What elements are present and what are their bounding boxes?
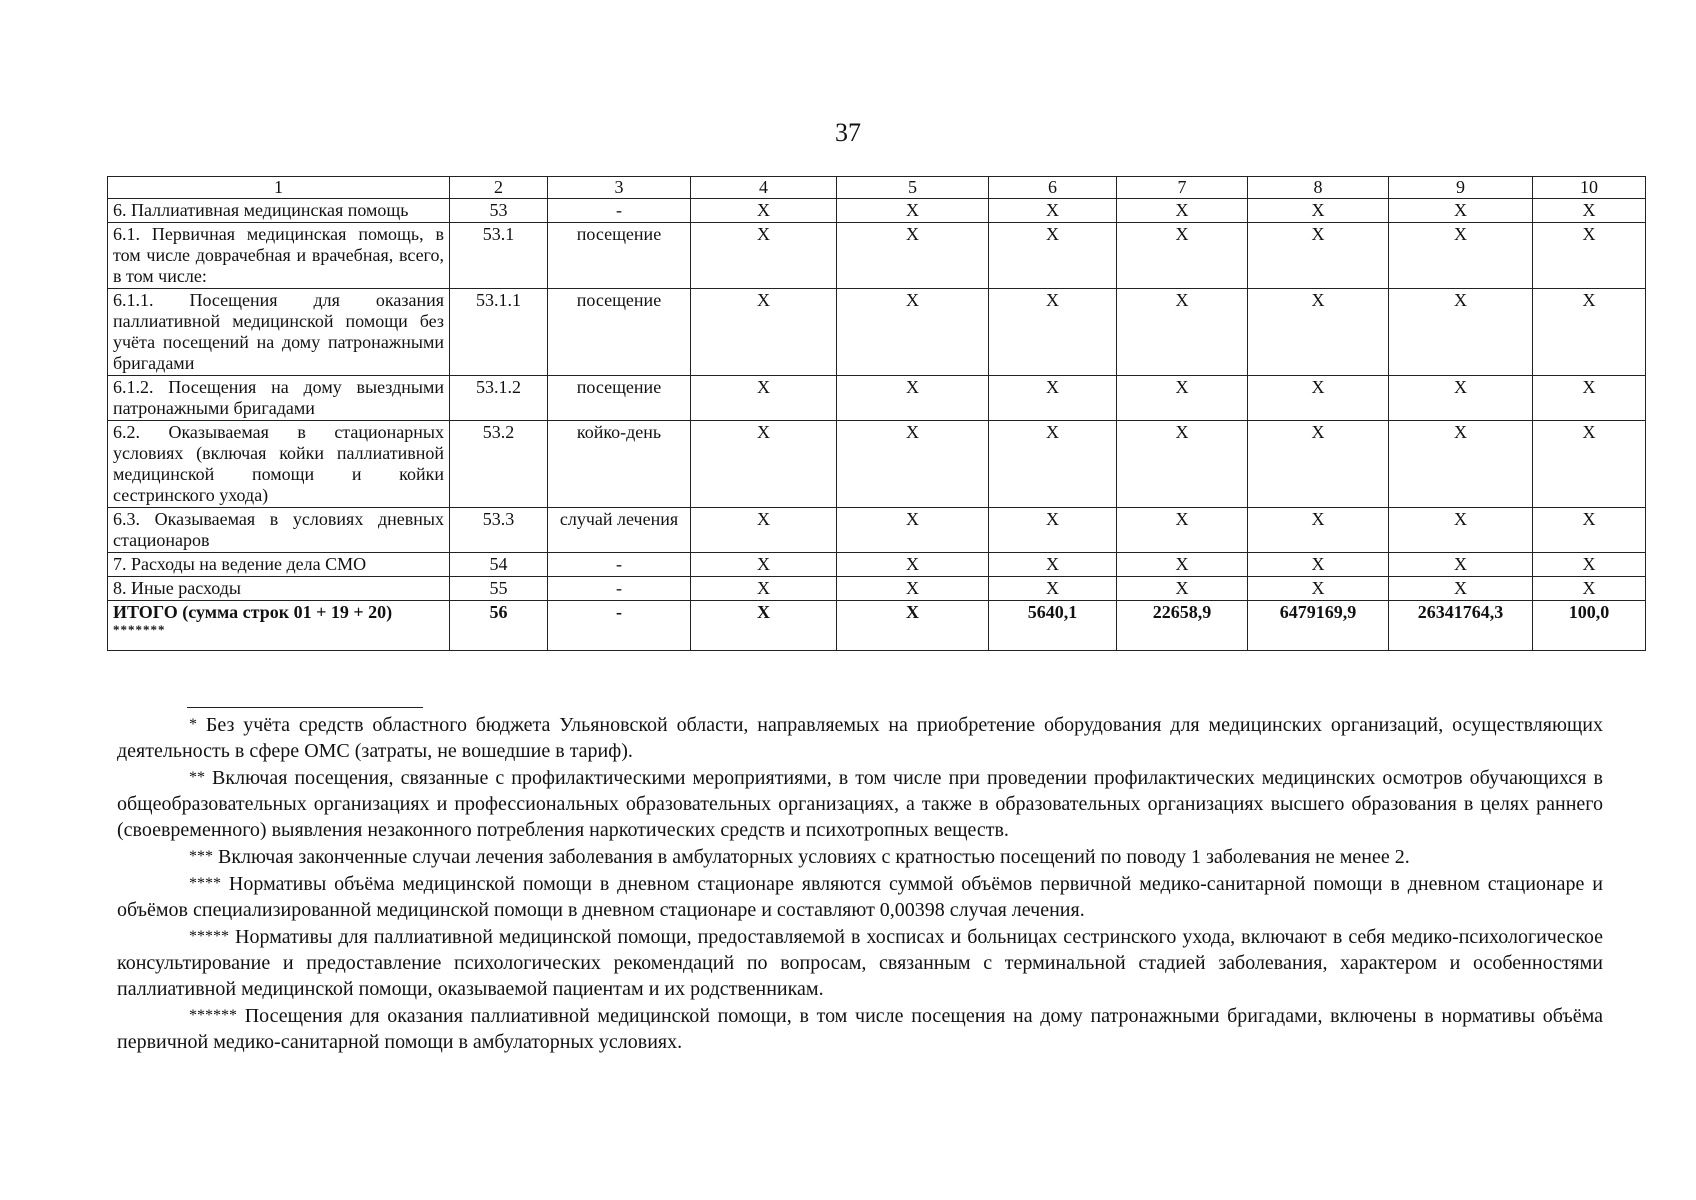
footnote-text: Нормативы объёма медицинской помощи в дневном стационаре являются суммой объёмов первичной медико-санитарной помощи в дневном стационаре и объёмов специализированной медицинской помощи в дневном стационаре и составляют 0,00398 случая лечения. [117, 873, 1604, 921]
table-cell: X [1117, 421, 1248, 508]
table-cell: X [837, 376, 989, 421]
row-label-cell: 6.1. Первичная медицинская помощь, в том числе доврачебная и врачебная, всего, в том числе: [108, 223, 450, 289]
column-header: 1 [108, 177, 450, 199]
column-header: 3 [548, 177, 691, 199]
table-cell: X [1533, 376, 1646, 421]
column-header: 2 [450, 177, 548, 199]
table-cell: X [691, 376, 837, 421]
table-row [108, 223, 1646, 289]
table-row [108, 553, 1646, 577]
row-label-cell: 8. Иные расходы [108, 577, 450, 601]
table-cell: X [691, 421, 837, 508]
table-cell: X [1389, 376, 1533, 421]
table-cell: X [1117, 508, 1248, 553]
footnote-text: Без учёта средств областного бюджета Ульяновской области, направляемых на приобретение оборудования для медицинских организаций, осуществляющих деятельность в сфере ОМС (затраты, не вошедшие в тариф). [117, 714, 1603, 762]
footnote-separator [187, 707, 423, 708]
footnote-marker: *** [189, 848, 213, 865]
table-cell: X [989, 223, 1117, 289]
data-table [107, 176, 1646, 651]
table-row [108, 508, 1646, 553]
table-cell: посещение [548, 376, 691, 421]
table-cell: X [1389, 508, 1533, 553]
table-cell: X [1389, 577, 1533, 601]
footnote-marker: **** [189, 875, 221, 892]
table-cell: X [1389, 553, 1533, 577]
row-label-cell: 6.1.1. Посещения для оказания паллиативной медицинской помощи без учёта посещений на дому патронажными бригадами [108, 289, 450, 376]
total-footnote-marker: ******* [113, 622, 166, 637]
table-cell: X [1389, 289, 1533, 376]
table-cell: X [837, 223, 989, 289]
column-header: 10 [1533, 177, 1646, 199]
table-cell: X [691, 508, 837, 553]
table-cell: X [1533, 223, 1646, 289]
table-cell: X [691, 553, 837, 577]
total-cell: 5640,1 [989, 601, 1117, 651]
column-header: 6 [989, 177, 1117, 199]
table-cell: X [1248, 577, 1389, 601]
table-cell: 53.1.2 [450, 376, 548, 421]
table-cell: X [691, 199, 837, 223]
row-label-cell: 6.3. Оказываемая в условиях дневных стационаров [108, 508, 450, 553]
table-cell: - [548, 577, 691, 601]
footnote-text: Включая законченные случаи лечения заболевания в амбулаторных условиях с кратностью посещений по поводу 1 заболевания не менее 2. [218, 846, 1410, 868]
footnote-marker: * [189, 716, 197, 733]
total-cell: 56 [450, 601, 548, 651]
table-cell: X [1248, 421, 1389, 508]
row-label-cell: 7. Расходы на ведение дела СМО [108, 553, 450, 577]
table-cell: посещение [548, 223, 691, 289]
table-cell: 55 [450, 577, 548, 601]
table-cell: 53.2 [450, 421, 548, 508]
table-cell: X [837, 508, 989, 553]
total-label-cell [108, 601, 450, 651]
total-cell: - [548, 601, 691, 651]
table-cell: 53.3 [450, 508, 548, 553]
row-label-cell: 6. Паллиативная медицинская помощь [108, 199, 450, 223]
table-cell: X [1248, 508, 1389, 553]
table-cell: X [837, 577, 989, 601]
table-cell: X [989, 289, 1117, 376]
footnote [117, 924, 1603, 1002]
footnote [117, 765, 1603, 843]
footnote-text: Включая посещения, связанные с профилактическими мероприятиями, в том числе при проведении профилактических медицинских осмотров обучающихся в общеобразовательных организациях и профессиональных образовательных организациях, а также в образовательных организациях высшего образования в целях раннего (своевременного) выявления незаконного потребления наркотических средств и психотропных веществ. [117, 767, 1603, 841]
table-cell: X [691, 289, 837, 376]
table-cell: - [548, 553, 691, 577]
total-cell: X [691, 601, 837, 651]
total-row [108, 601, 1646, 651]
footnote-marker: ***** [189, 928, 229, 945]
total-cell: X [837, 601, 989, 651]
table-cell: X [989, 553, 1117, 577]
table-cell: X [1389, 223, 1533, 289]
table-cell: X [837, 553, 989, 577]
total-cell: 100,0 [1533, 601, 1646, 651]
table-cell: X [1117, 289, 1248, 376]
table-cell: X [989, 376, 1117, 421]
table-row [108, 376, 1646, 421]
footnote [117, 844, 1603, 870]
table-cell: 53 [450, 199, 548, 223]
table-cell: X [1533, 577, 1646, 601]
table-cell: X [691, 223, 837, 289]
row-label-cell: 6.1.2. Посещения на дому выездными патронажными бригадами [108, 376, 450, 421]
table-row [108, 199, 1646, 223]
total-cell: 6479169,9 [1248, 601, 1389, 651]
footnotes [117, 712, 1603, 1056]
total-cell: 22658,9 [1117, 601, 1248, 651]
table-cell: X [837, 289, 989, 376]
table-cell: X [1533, 199, 1646, 223]
table-cell: X [1117, 199, 1248, 223]
table-row [108, 421, 1646, 508]
footnote [117, 871, 1603, 923]
table-cell: X [989, 421, 1117, 508]
footnote-marker: ** [189, 769, 205, 786]
table-cell: 54 [450, 553, 548, 577]
total-cell: 26341764,3 [1389, 601, 1533, 651]
table-cell: X [1117, 376, 1248, 421]
column-header: 4 [691, 177, 837, 199]
table-cell: 53.1 [450, 223, 548, 289]
footnote-text: Нормативы для паллиативной медицинской помощи, предоставляемой в хосписах и больницах сестринского ухода, включают в себя медико-психологическое консультирование и предоставление психологических рекомендаций по вопросам, связанным с терминальной стадией заболевания, характером и особенностями паллиативной медицинской помощи, оказываемой пациентам и их родственникам. [117, 926, 1604, 1000]
footnote [117, 1003, 1603, 1055]
row-label-cell: 6.2. Оказываемая в стационарных условиях (включая койки паллиативной медицинской помощи и койки сестринского ухода) [108, 421, 450, 508]
table-body [108, 177, 1646, 651]
table-row [108, 289, 1646, 376]
column-header: 8 [1248, 177, 1389, 199]
table-cell: X [1533, 421, 1646, 508]
table-cell: X [1248, 376, 1389, 421]
table-cell: X [1248, 553, 1389, 577]
table-cell: X [1248, 289, 1389, 376]
table-cell: X [1248, 199, 1389, 223]
table-cell: X [1533, 553, 1646, 577]
table-cell: койко-день [548, 421, 691, 508]
table-cell: X [1117, 553, 1248, 577]
table-cell: посещение [548, 289, 691, 376]
table-row [108, 577, 1646, 601]
footnote [117, 712, 1603, 764]
column-header: 7 [1117, 177, 1248, 199]
table-cell: 53.1.1 [450, 289, 548, 376]
table-cell: X [837, 199, 989, 223]
table-cell: X [989, 508, 1117, 553]
table-cell: X [989, 577, 1117, 601]
table-cell: X [989, 199, 1117, 223]
table-cell: - [548, 199, 691, 223]
footnote-marker: ****** [189, 1007, 237, 1024]
table-cell: X [1533, 508, 1646, 553]
table-cell: X [1389, 199, 1533, 223]
total-label: ИТОГО (сумма строк 01 + 19 + 20) [113, 602, 393, 622]
table-cell: X [1117, 577, 1248, 601]
footnote-text: Посещения для оказания паллиативной медицинской помощи, в том числе посещения на дому патронажными бригадами, включены в нормативы объёма первичной медико-санитарной помощи в амбулаторных условиях. [117, 1005, 1603, 1053]
page-number: 37 [835, 118, 861, 147]
table-cell: X [837, 421, 989, 508]
table-cell: X [691, 577, 837, 601]
table-cell: X [1248, 223, 1389, 289]
table-cell: X [1389, 421, 1533, 508]
data-table-container [107, 176, 1645, 651]
column-header: 9 [1389, 177, 1533, 199]
table-cell: случай лечения [548, 508, 691, 553]
table-cell: X [1117, 223, 1248, 289]
table-cell: X [1533, 289, 1646, 376]
column-header: 5 [837, 177, 989, 199]
table-header-row [108, 177, 1646, 199]
